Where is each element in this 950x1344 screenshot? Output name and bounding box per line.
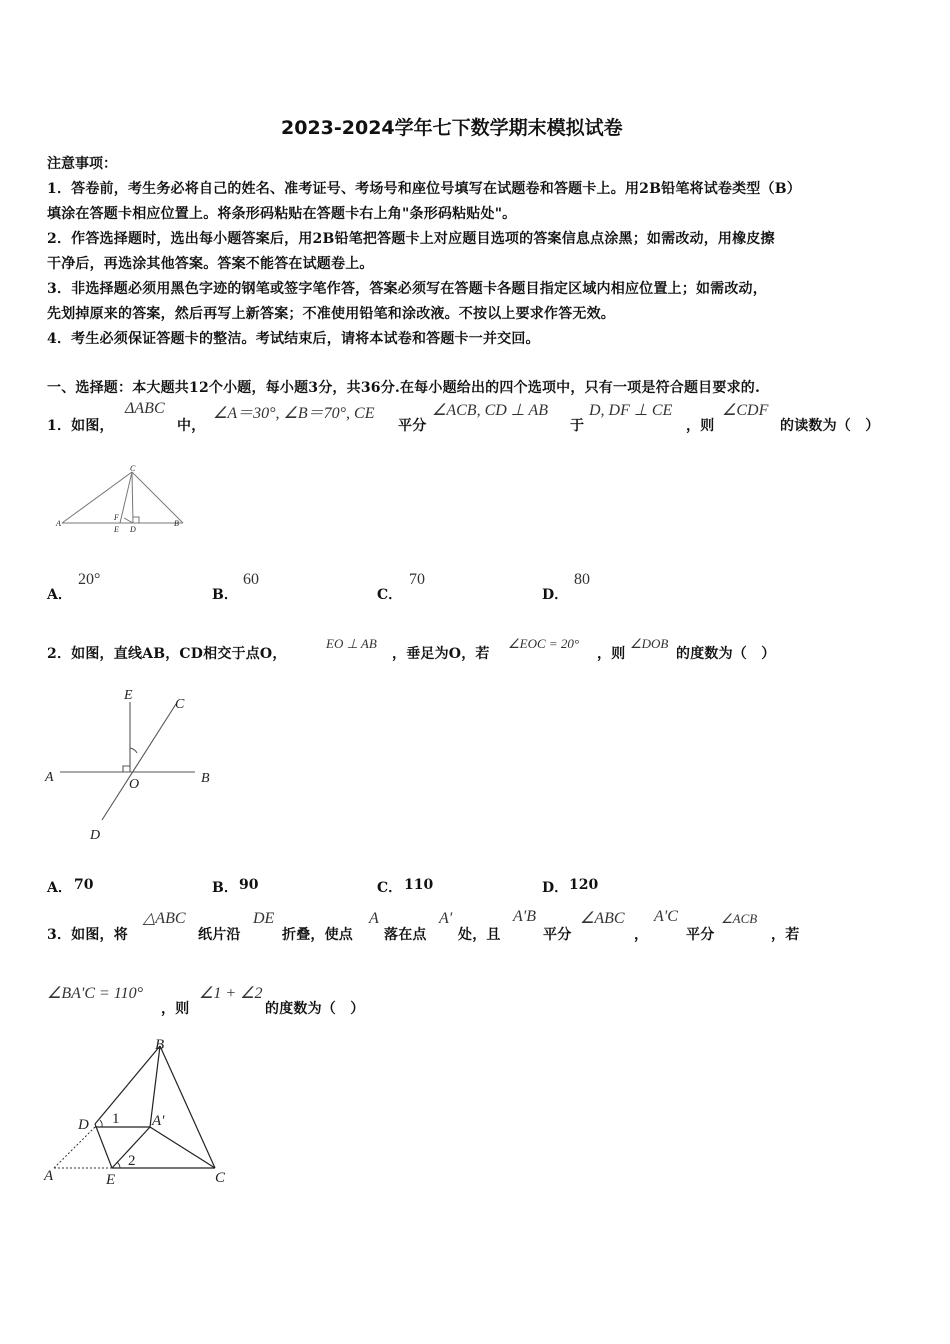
q2-label-b: B bbox=[201, 771, 210, 786]
notes-line-6: 先划掉原来的答案，然后再写上新答案；不准使用铅笔和涂改液。不按以上要求作答无效。 bbox=[47, 306, 615, 322]
notes-line-2: 填涂在答题卡相应位置上。将条形码粘贴在答题卡右上角"条形码粘贴处"。 bbox=[47, 206, 517, 222]
q1-option-b-letter: B． bbox=[212, 587, 238, 603]
notes-line-4: 干净后，再选涂其他答案。答案不能答在试题卷上。 bbox=[47, 256, 374, 272]
q1-math-3: ∠ACB, CD ⊥ AB bbox=[432, 402, 548, 419]
q3-math-5: A'B bbox=[513, 908, 536, 925]
q1-label-e: E bbox=[114, 525, 119, 534]
q3-math-4: A' bbox=[439, 910, 453, 927]
q3-text-4: 落在点 bbox=[384, 927, 427, 943]
q3-line-de bbox=[95, 1124, 112, 1168]
q2-angle-arc bbox=[130, 748, 137, 753]
q2-option-d-value: 120 bbox=[569, 877, 599, 893]
q3-math-3: A bbox=[369, 910, 379, 927]
q1-label-a: A bbox=[56, 519, 61, 528]
q2-text-1: 2．如图，直线AB，CD相交于点O， bbox=[47, 646, 287, 662]
q2-label-d: D bbox=[90, 828, 101, 842]
q3-text-6: 平分 bbox=[543, 927, 572, 943]
q1-figure bbox=[50, 462, 195, 537]
q1-option-d-value: 80 bbox=[574, 571, 590, 588]
q1-text-3: 平分 bbox=[398, 418, 427, 434]
q1-math-2: ∠A＝30°, ∠B＝70°, CE bbox=[213, 405, 375, 422]
q1-label-d: D bbox=[130, 525, 136, 534]
q1-text-1: 1．如图， bbox=[47, 418, 114, 434]
q2-math-3: ∠DOB bbox=[630, 636, 669, 651]
q2-right-angle bbox=[123, 766, 130, 772]
q3-line-bc bbox=[160, 1046, 215, 1168]
q3-text-3: 折叠，使点 bbox=[282, 927, 353, 943]
q3-label-e: E bbox=[106, 1172, 116, 1188]
q1-math-5: ∠CDF bbox=[722, 402, 769, 419]
q3-label-c: C bbox=[215, 1170, 226, 1186]
notes-heading: 注意事项： bbox=[47, 156, 117, 172]
q1-line-bc bbox=[132, 472, 183, 523]
q1-math-4: D, DF ⊥ CE bbox=[589, 402, 673, 419]
q2-option-c-value: 110 bbox=[404, 877, 434, 893]
q2-label-c: C bbox=[175, 697, 185, 712]
q2-text-2: ，垂足为O，若 bbox=[392, 646, 490, 662]
q2-text-3: ，则 bbox=[597, 646, 626, 662]
q1-label-c: C bbox=[130, 464, 136, 473]
q2-math-1: EO ⊥ AB bbox=[326, 636, 377, 651]
q3-figure bbox=[40, 1032, 240, 1192]
q3-math-9: ∠BA'C = 110° bbox=[47, 985, 143, 1002]
q2-figure bbox=[40, 682, 220, 842]
q3-math-10: ∠1 + ∠2 bbox=[199, 985, 263, 1002]
q3-label-a-prime: A' bbox=[152, 1113, 165, 1129]
q2-option-b-letter: B． bbox=[212, 880, 238, 896]
q3-label-2: 2 bbox=[128, 1153, 136, 1169]
q3-text-7: ， bbox=[634, 927, 649, 943]
notes-line-7: 4．考生必须保证答题卡的整洁。考试结束后，请将本试卷和答题卡一并交回。 bbox=[47, 331, 540, 347]
q3-text-9: ，若 bbox=[771, 927, 800, 943]
notes-line-1: 1．答卷前，考生务必将自己的姓名、准考证号、考场号和座位号填写在试题卷和答题卡上。用2B铅笔将试卷类型（B） bbox=[47, 181, 801, 197]
notes-line-3: 2．作答选择题时，选出每小题答案后，用2B铅笔把答题卡上对应题目选项的答案信息点涂黑；如需改动，用橡皮擦 bbox=[47, 231, 775, 247]
q3-label-a: A bbox=[44, 1168, 54, 1184]
q1-text-4: 于 bbox=[570, 418, 585, 434]
q2-label-e: E bbox=[124, 688, 133, 703]
q1-math-1: ΔABC bbox=[125, 400, 165, 417]
q1-option-a-letter: A． bbox=[47, 587, 72, 603]
q3-text-8: 平分 bbox=[686, 927, 715, 943]
q1-option-c-value: 70 bbox=[409, 571, 425, 588]
q2-label-a: A bbox=[45, 770, 54, 785]
q3-angle-1-arc bbox=[100, 1120, 102, 1127]
page-title: 2023-2024学年七下数学期末模拟试卷 bbox=[281, 117, 623, 139]
notes-line-5: 3．非选择题必须用黑色字迹的钢笔或签字笔作答，答案必须写在答题卡各题目指定区域内相应位置上；如需改动， bbox=[47, 281, 767, 297]
q2-option-a-value: 70 bbox=[74, 877, 94, 893]
q3-label-1: 1 bbox=[112, 1111, 120, 1127]
q1-label-f: F bbox=[114, 513, 119, 522]
q3-label-d: D bbox=[78, 1117, 89, 1133]
q3-math-6: ∠ABC bbox=[580, 910, 625, 927]
q3-math-1: △ABC bbox=[143, 910, 186, 927]
q1-option-b-value: 60 bbox=[243, 571, 259, 588]
q2-math-2: ∠EOC = 20° bbox=[508, 636, 580, 651]
q3-text-2: 纸片沿 bbox=[198, 927, 241, 943]
q3-text-1: 3．如图，将 bbox=[47, 927, 128, 943]
q1-text-2: 中， bbox=[177, 418, 206, 434]
q2-option-c-letter: C． bbox=[377, 880, 403, 896]
q3-line-bd bbox=[95, 1046, 160, 1124]
q3-math-7: A'C bbox=[654, 908, 678, 925]
q1-option-c-letter: C． bbox=[377, 587, 403, 603]
q2-label-o: O bbox=[129, 777, 140, 792]
q2-option-d-letter: D． bbox=[542, 880, 569, 896]
section-heading: 一、选择题：本大题共12个小题，每小题3分，共36分.在每小题给出的四个选项中，只有一项是符合题目要求的. bbox=[47, 380, 761, 396]
q3-angle-2-arc bbox=[117, 1162, 120, 1168]
q3-math-8: ∠ACB bbox=[721, 911, 758, 926]
q2-line-cd bbox=[102, 704, 176, 820]
q3-label-b: B bbox=[155, 1037, 165, 1053]
q1-text-6: 的读数为（ ） bbox=[780, 418, 880, 434]
q1-option-d-letter: D． bbox=[542, 587, 569, 603]
q3-math-2: DE bbox=[253, 910, 275, 927]
q1-label-b: B bbox=[174, 519, 179, 528]
q1-option-a-value: 20° bbox=[78, 571, 101, 588]
q2-option-b-value: 90 bbox=[239, 877, 259, 893]
q1-right-angle bbox=[133, 517, 139, 523]
q1-line-df bbox=[124, 518, 133, 523]
q3-text-5: 处，且 bbox=[458, 927, 501, 943]
q3-text-10: ，则 bbox=[161, 1001, 190, 1017]
q2-option-a-letter: A． bbox=[47, 880, 72, 896]
q3-dashed-ad bbox=[54, 1127, 95, 1168]
q1-text-5: ，则 bbox=[686, 418, 715, 434]
q3-text-11: 的度数为（ ） bbox=[265, 1001, 365, 1017]
q2-text-4: 的度数为（ ） bbox=[676, 646, 776, 662]
q1-line-cd bbox=[132, 472, 133, 523]
